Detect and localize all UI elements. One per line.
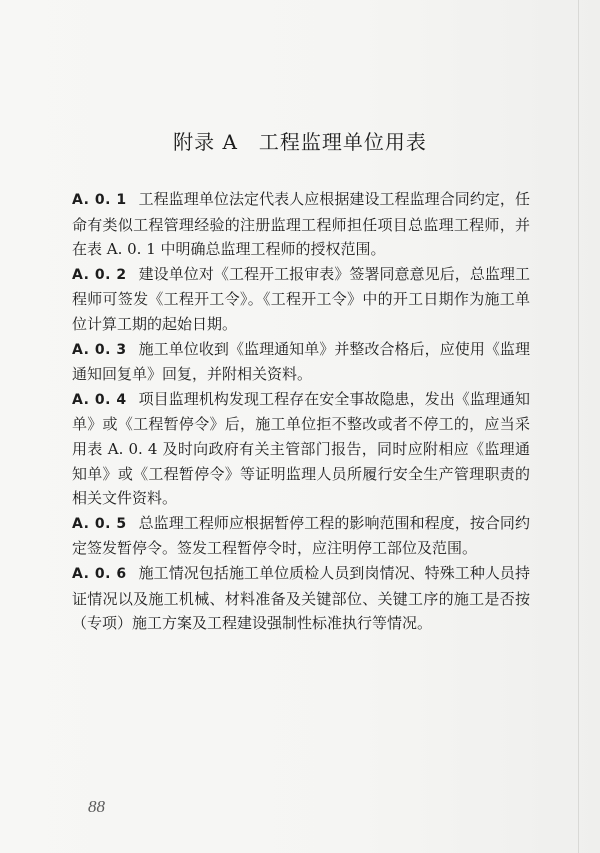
clause-a-0-4 [72,387,530,511]
clause-a-0-2 [72,262,530,337]
clause-number: A. 0. 2 [72,266,127,283]
page-number: 88 [88,797,105,816]
clause-a-0-6 [72,561,530,636]
clause-a-0-3 [72,337,530,387]
clause-text: 工程监理单位法定代表人应根据建设工程监理合同约定，任命有类似工程管理经验的注册监理工程师担任项目总监理工程师，并在表 A. 0. 1 中明确总监理工程师的授权范围。 [72,190,530,259]
clause-a-0-5 [72,511,530,561]
clause-number: A. 0. 1 [72,192,127,208]
appendix-title: 附录 A 工程监理单位用表 [173,130,427,154]
clause-text: 建设单位对《工程开工报审表》签署同意意见后，总监理工程师可签发《工程开工令》。《工程开工令》中的开工日期作为施工单位计算工期的起始日期。 [72,264,530,333]
clause-text: 施工情况包括施工单位质检人员到岗情况、特殊工种人员持证情况以及施工机械、材料准备及关键部位、关键工序的施工是否按（专项）施工方案及工程建设强制性标准执行等情况。 [72,563,530,633]
clause-number: A. 0. 4 [72,391,127,408]
clause-list [72,187,530,636]
clause-text: 项目监理机构发现工程存在安全事故隐患，发出《监理通知单》或《工程暂停令》后，施工单位拒不整改或者不停工的，应当采用表 A. 0. 4 及时向政府有关主管部门报告，同时应附相应《监理通知单》或《工程暂停令》等证明监理人员所履行安全生产管理职责的相关文件资料。 [72,389,530,508]
clause-number: A. 0. 6 [72,565,127,582]
clause-number: A. 0. 3 [72,341,127,358]
clause-text: 总监理工程师应根据暂停工程的影响范围和程度，按合同约定签发暂停令。签发工程暂停令时，应注明停工部位及范围。 [72,513,530,558]
clause-text: 施工单位收到《监理通知单》并整改合格后，应使用《监理通知回复单》回复，并附相关资料。 [72,339,530,384]
clause-number: A. 0. 5 [72,515,127,532]
clause-a-0-1 [72,187,530,262]
